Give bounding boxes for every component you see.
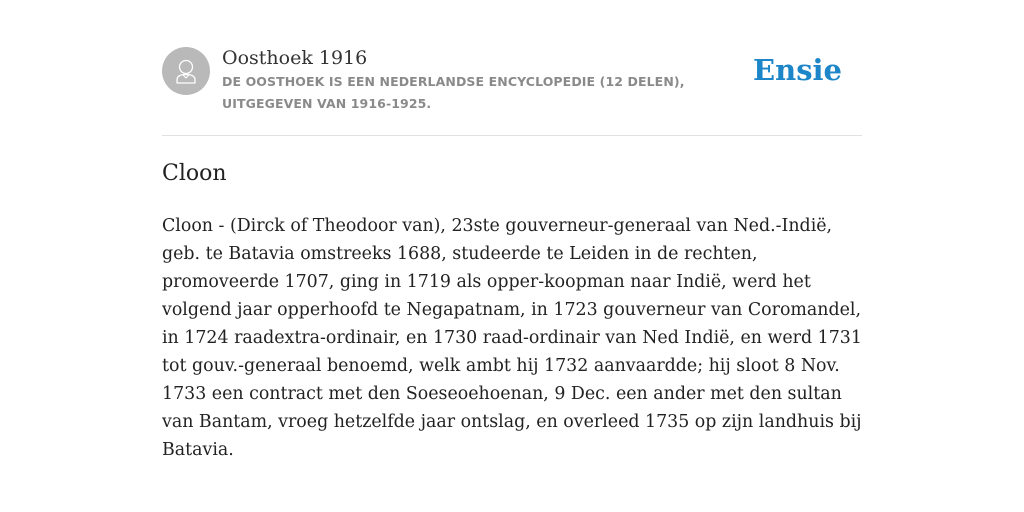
user-placeholder-icon bbox=[162, 47, 210, 95]
article-body: Cloon - (Dirck of Theodoor van), 23ste gouverneur-generaal van Ned.-Indië, geb. te Batavia omstreeks 1688, studeerde te Leiden in de rechten, promoveerde 1707, ging in 1719 als opper-koopman naar Indië, werd het volgend jaar opperhoofd te Negapatnam, in 1723 gouverneur van Coromandel, in 1724 raadextra-ordinair, en 1730 raad-ordinair van Ned Indië, en werd 1731 tot gouv.-generaal benoemd, welk ambt hij 1732 aanvaardde; hij sloot 8 Nov. 1733 een contract met den Soeseoehoenan, 9 Dec. een ander met den sultan van Bantam, vroeg hetzelfde jaar ontslag, en overleed 1735 op zijn landhuis bij Batavia. bbox=[162, 216, 862, 460]
avatar bbox=[162, 47, 210, 95]
divider bbox=[162, 135, 862, 136]
article-title: Cloon bbox=[162, 161, 227, 186]
ensie-logo[interactable]: Ensie bbox=[753, 53, 842, 87]
source-description: DE OOSTHOEK IS EEN NEDERLANDSE ENCYCLOPEDIE (12 DELEN), UITGEGEVEN VAN 1916-1925. bbox=[222, 74, 685, 111]
source-header bbox=[162, 44, 862, 124]
source-title[interactable]: Oosthoek 1916 bbox=[222, 47, 368, 69]
